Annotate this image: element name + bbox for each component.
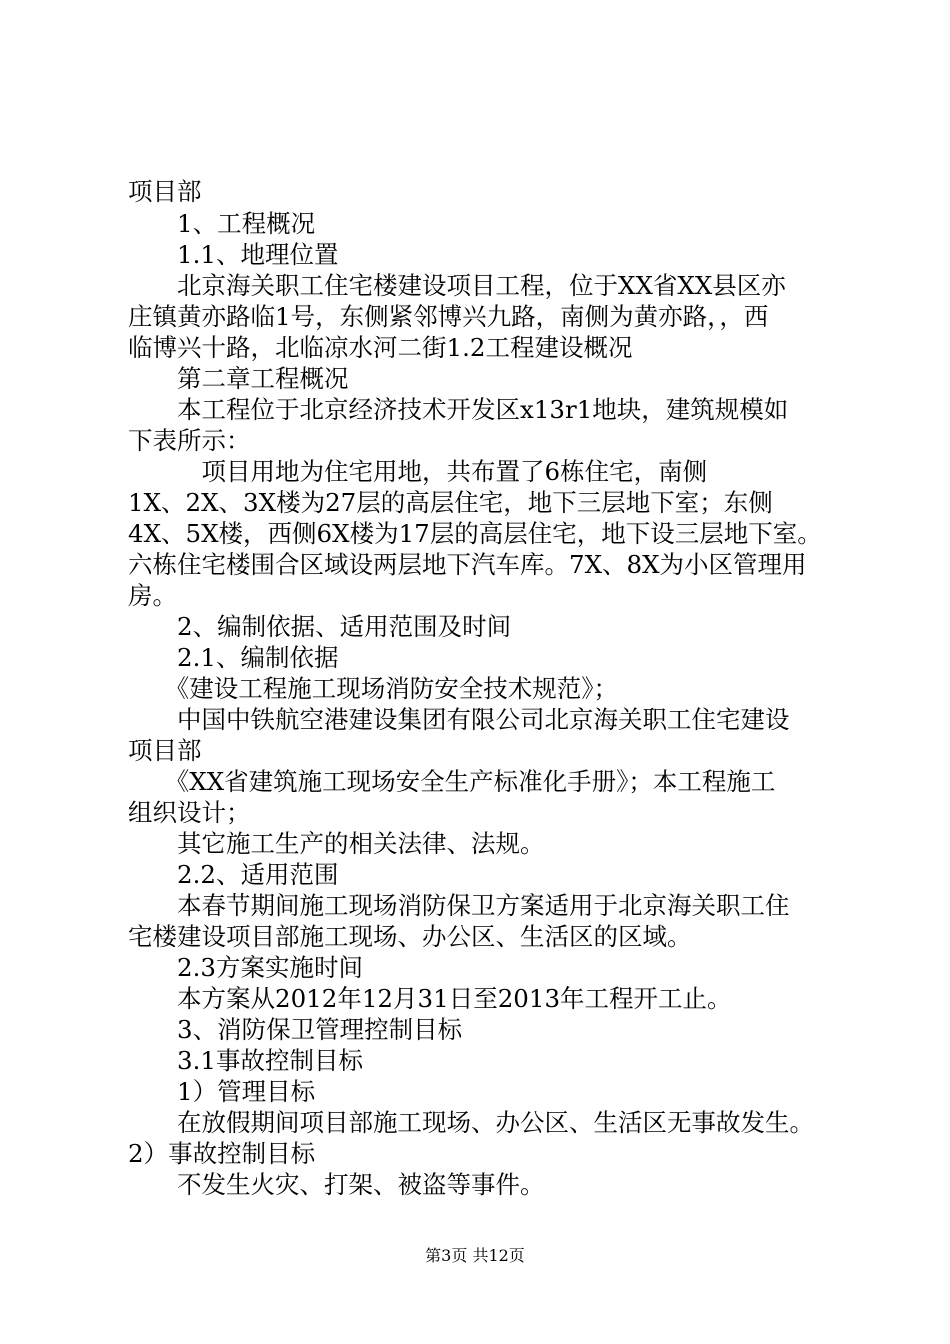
text-line: 下表所示： bbox=[128, 426, 251, 455]
text-line: 庄镇黄亦路临1号，东侧紧邻博兴九路，南侧为黄亦路，，西 bbox=[128, 302, 769, 331]
text-line: 项目用地为住宅用地，共布置了6栋住宅，南侧 bbox=[128, 457, 708, 486]
section-heading: 3、消防保卫管理控制目标 bbox=[128, 1015, 463, 1044]
text-line: 本春节期间施工现场消防保卫方案适用于北京海关职工住 bbox=[128, 891, 790, 920]
page-footer: 第3页 共12页 bbox=[425, 1246, 525, 1265]
text-line: 不发生火灾、打架、被盗等事件。 bbox=[128, 1170, 545, 1199]
text-line: 4X、5X楼，西侧6X楼为17层的高层住宅，地下设三层地下室。 bbox=[128, 519, 822, 548]
text-line: 宅楼建设项目部施工现场、办公区、生活区的区域。 bbox=[128, 922, 692, 951]
text-line: 在放假期间项目部施工现场、办公区、生活区无事故发生。 bbox=[128, 1108, 814, 1137]
text-line: 项目部 bbox=[128, 736, 202, 765]
text-line: 组织设计； bbox=[128, 798, 251, 827]
text-line: 项目部 bbox=[128, 177, 202, 206]
text-line: 中国中铁航空港建设集团有限公司北京海关职工住宅建设 bbox=[128, 705, 790, 734]
text-line: 1）管理目标 bbox=[128, 1077, 316, 1106]
text-line: 北京海关职工住宅楼建设项目工程，位于XX省XX县区亦 bbox=[128, 271, 786, 300]
subsection-heading: 1.1、地理位置 bbox=[128, 240, 339, 269]
text-line: 本工程位于北京经济技术开发区x13r1地块，建筑规模如 bbox=[128, 395, 789, 424]
section-heading: 2、编制依据、适用范围及时间 bbox=[128, 612, 512, 641]
text-line: 临博兴十路，北临凉水河二街1.2工程建设概况 bbox=[128, 333, 633, 362]
text-line: 房。 bbox=[128, 581, 177, 610]
subsection-heading: 2.2、适用范围 bbox=[128, 860, 339, 889]
subsection-heading: 2.1、编制依据 bbox=[128, 643, 339, 672]
chapter-heading: 第二章工程概况 bbox=[128, 364, 349, 393]
section-heading: 1、工程概况 bbox=[128, 209, 316, 238]
text-line: 《建设工程施工现场消防安全技术规范》； bbox=[128, 674, 618, 703]
text-line: 2）事故控制目标 bbox=[128, 1139, 316, 1168]
text-line: 《XX省建筑施工现场安全生产标准化手册》；本工程施工 bbox=[128, 767, 776, 796]
subsection-heading: 3.1事故控制目标 bbox=[128, 1046, 363, 1075]
text-line: 1X、2X、3X楼为27层的高层住宅，地下三层地下室；东侧 bbox=[128, 488, 773, 517]
text-line: 其它施工生产的相关法律、法规。 bbox=[128, 829, 545, 858]
text-line: 六栋住宅楼围合区域设两层地下汽车库。7X、8X为小区管理用 bbox=[128, 550, 807, 579]
subsection-heading: 2.3方案实施时间 bbox=[128, 953, 363, 982]
text-line: 本方案从2012年12月31日至2013年工程开工止。 bbox=[128, 984, 732, 1013]
